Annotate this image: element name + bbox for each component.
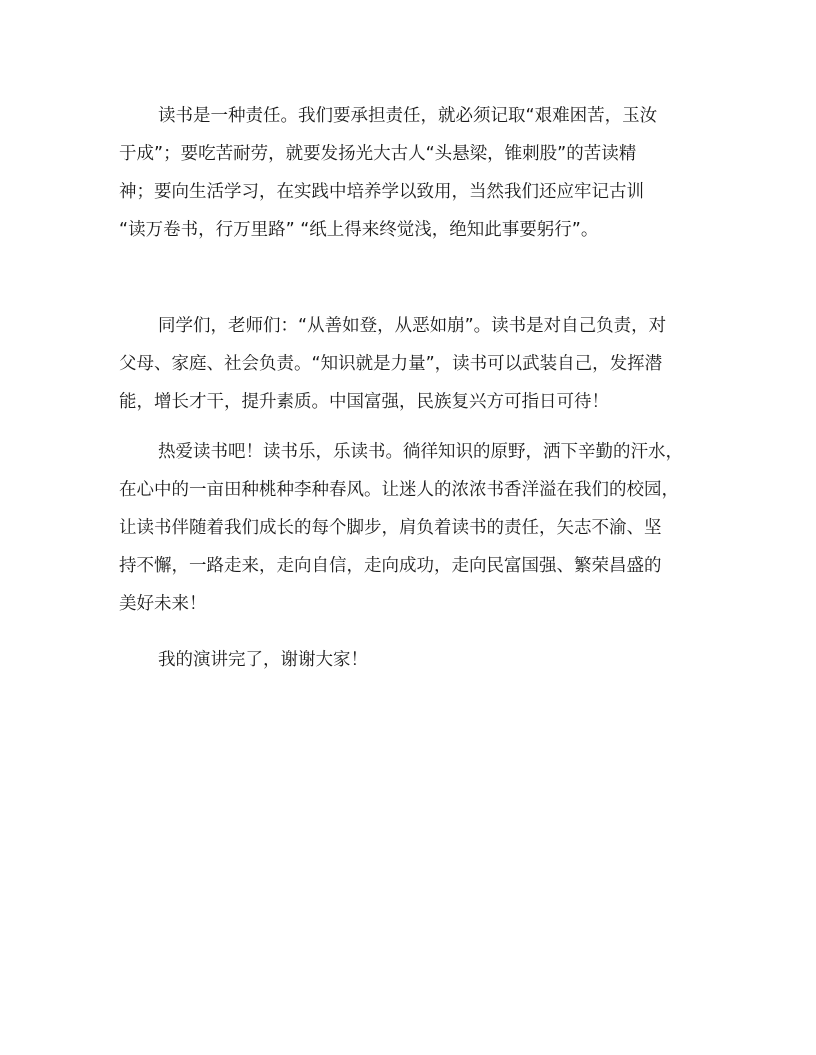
- paragraph-2-line-3: 能，增长才干，提升素质。中国富强，民族复兴方可指日可待！: [119, 392, 609, 412]
- paragraph-1-line-2: 于成”；要吃苦耐劳，就要发扬光大古人“头悬梁，锥刺股”的苦读精: [119, 144, 637, 164]
- paragraph-2-line-1: 同学们，老师们：“从善如登，从恶如崩”。读书是对自己负责，对: [158, 316, 667, 336]
- paragraph-1-line-3: 神；要向生活学习，在实践中培养学以致用，当然我们还应牢记古训: [119, 182, 644, 202]
- paragraph-3-line-1: 热爱读书吧！读书乐，乐读书。徜徉知识的原野，洒下辛勤的汗水，: [158, 442, 683, 462]
- paragraph-1-line-4: “读万卷书，行万里路” “纸上得来终觉浅，绝知此事要躬行”。: [119, 220, 599, 240]
- paragraph-3-line-3: 让读书伴随着我们成长的每个脚步，肩负着读书的责任，矢志不渝、坚: [119, 518, 662, 538]
- paragraph-3-line-5: 美好未来！: [119, 594, 207, 614]
- paragraph-3-line-2: 在心中的一亩田种桃种李种春风。让迷人的浓浓书香洋溢在我们的校园，: [119, 480, 679, 500]
- paragraph-3-line-4: 持不懈，一路走来，走向自信，走向成功，走向民富国强、繁荣昌盛的: [119, 556, 662, 576]
- paragraph-1-line-1: 读书是一种责任。我们要承担责任，就必须记取“艰难困苦，玉汝: [158, 106, 658, 126]
- paragraph-4-line-1: 我的演讲完了，谢谢大家！: [158, 650, 368, 670]
- paragraph-2-line-2: 父母、家庭、社会负责。“知识就是力量”，读书可以武装自己，发挥潜: [119, 354, 663, 374]
